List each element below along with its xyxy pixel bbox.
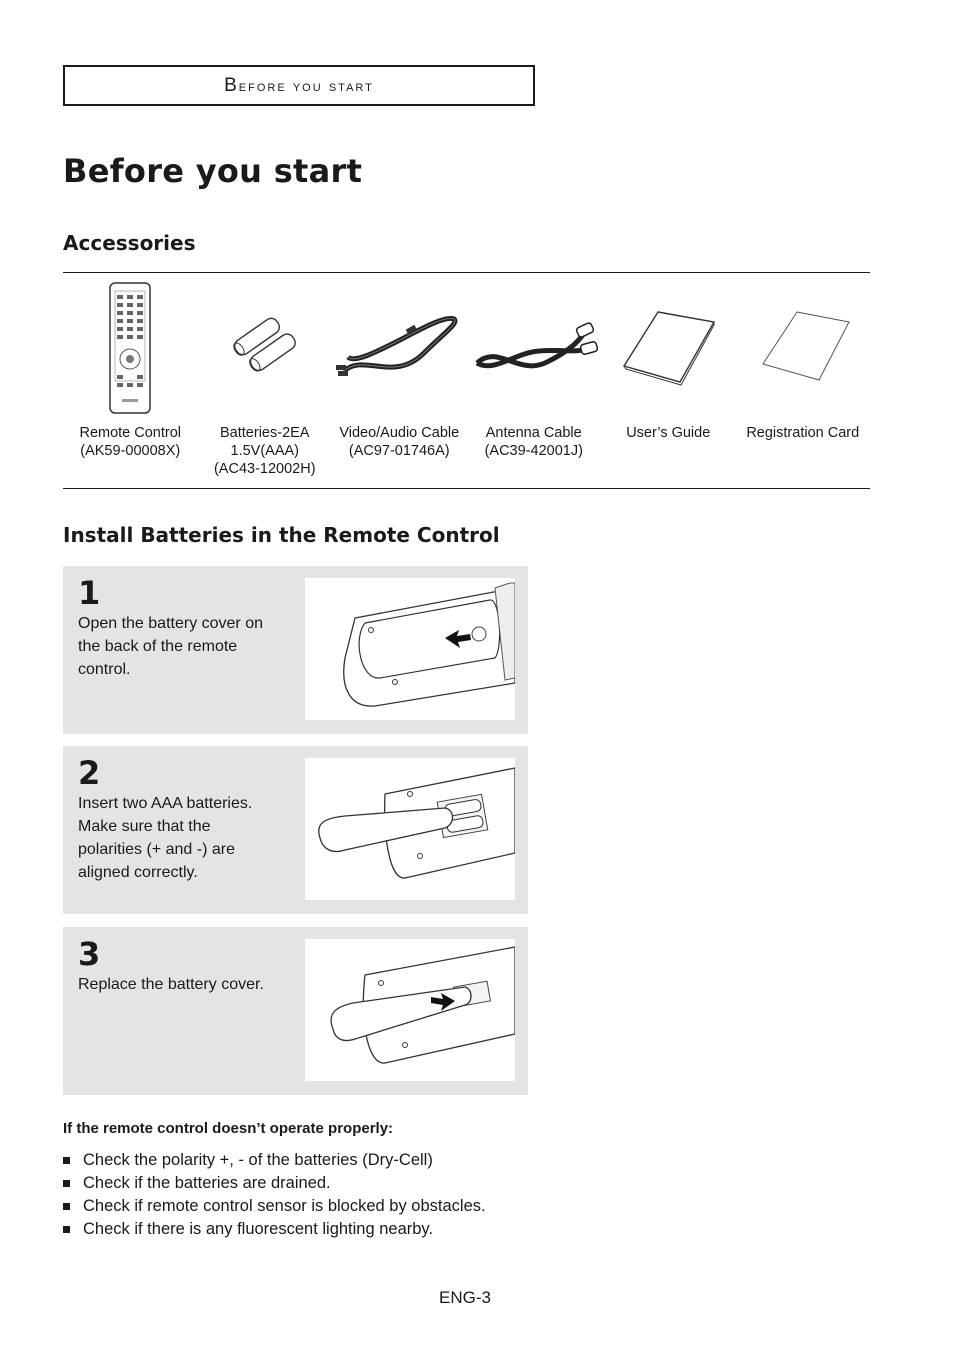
- troubleshoot-title: If the remote control doesn’t operate properly:: [63, 1120, 394, 1137]
- accessory-item: [198, 278, 333, 483]
- step-illustration: [305, 578, 515, 720]
- open-cover-illustration: [305, 578, 515, 720]
- accessories-top-rule: [63, 272, 870, 273]
- user-guide-icon: [618, 308, 718, 388]
- list-item: [63, 1218, 486, 1241]
- section-tab: [63, 65, 535, 106]
- list-item: [63, 1172, 486, 1195]
- list-item: [63, 1195, 486, 1218]
- section-tab-label: Before you start: [224, 74, 374, 96]
- list-item-text: Check if remote control sensor is blocked by obstacles.: [83, 1197, 486, 1215]
- list-item-text: Check if there is any fluorescent lighting nearby.: [83, 1220, 434, 1238]
- accessory-label: User’s Guide: [626, 425, 711, 441]
- step-number: 2: [78, 754, 101, 792]
- list-item: [63, 1149, 486, 1172]
- step-number: 3: [78, 935, 101, 973]
- accessories-row: [63, 278, 870, 483]
- page-title: Before you start: [63, 152, 363, 190]
- page-number: ENG-3: [439, 1288, 491, 1307]
- accessory-item: [63, 278, 198, 483]
- accessory-label: Video/Audio Cable (AC97-01746A): [339, 425, 460, 459]
- step-text: Insert two AAA batteries. Make sure that the polarities (+ and -) are aligned correctly.: [78, 795, 253, 881]
- troubleshoot-list: [63, 1149, 486, 1241]
- registration-card-icon: [753, 308, 853, 388]
- accessory-label: Registration Card: [746, 425, 860, 441]
- step-illustration: [305, 939, 515, 1081]
- step-text: Open the battery cover on the back of the remote control.: [78, 615, 263, 678]
- install-batteries-heading: Install Batteries in the Remote Control: [63, 523, 500, 547]
- step-number: 1: [78, 574, 101, 612]
- step-card: [63, 746, 528, 914]
- square-bullet-icon: [63, 1203, 70, 1210]
- remote-control-icon: [108, 281, 152, 415]
- av-cable-icon: [334, 313, 464, 383]
- accessory-item: [332, 278, 467, 483]
- step-card: [63, 927, 528, 1095]
- step-card: [63, 566, 528, 734]
- list-item-text: Check the polarity +, - of the batteries (Dry-Cell): [83, 1151, 433, 1169]
- antenna-cable-icon: [469, 313, 599, 383]
- step-illustration: [305, 758, 515, 900]
- accessory-label: Batteries-2EA 1.5V(AAA) (AC43-12002H): [213, 425, 316, 477]
- accessory-item: [736, 278, 871, 483]
- accessory-label: Remote Control (AK59-00008X): [79, 425, 182, 459]
- accessories-bottom-rule: [63, 488, 870, 489]
- square-bullet-icon: [63, 1226, 70, 1233]
- accessory-item: [467, 278, 602, 483]
- step-text: Replace the battery cover.: [78, 976, 264, 993]
- accessory-label: Antenna Cable (AC39-42001J): [484, 425, 583, 459]
- square-bullet-icon: [63, 1157, 70, 1164]
- accessories-heading: Accessories: [63, 231, 196, 255]
- replace-cover-illustration: [305, 939, 515, 1081]
- square-bullet-icon: [63, 1180, 70, 1187]
- batteries-icon: [230, 308, 300, 388]
- accessory-item: [601, 278, 736, 483]
- insert-batteries-illustration: [305, 758, 515, 900]
- list-item-text: Check if the batteries are drained.: [83, 1174, 331, 1192]
